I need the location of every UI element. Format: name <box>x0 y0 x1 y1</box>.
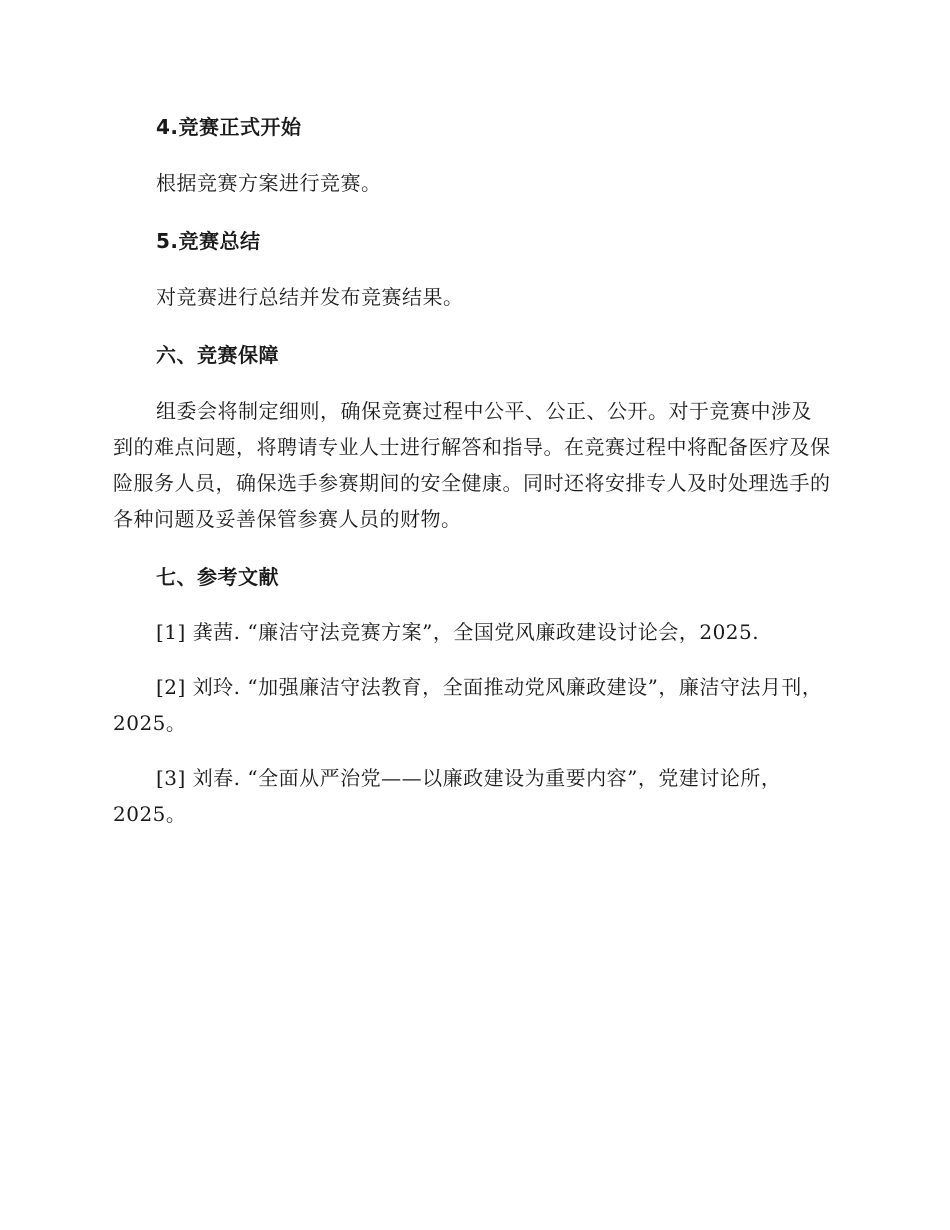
section-paragraph-6: 组委会将制定细则，确保竞赛过程中公平、公正、公开。对于竞赛中涉及到的难点问题，将聘请专业人士进行解答和指导。在竞赛过程中将配备医疗及保险服务人员，确保选手参赛期间的安全健康。同时还将安排专人及时处理选手的各种问题及妥善保管参赛人员的财物。 <box>113 399 831 531</box>
section-heading-5: 5.竞赛总结 <box>156 229 261 253</box>
section-heading-7: 七、参考文献 <box>156 565 279 589</box>
section-heading-4: 4.竞赛正式开始 <box>156 115 302 139</box>
section-paragraph-5: 对竞赛进行总结并发布竞赛结果。 <box>156 285 464 309</box>
document-body <box>113 109 831 832</box>
reference-item-1: [1] 龚茜. “廉洁守法竞赛方案”，全国党风廉政建设讨论会，2025. <box>156 620 760 644</box>
reference-item-2: [2] 刘玲. “加强廉洁守法教育，全面推动党风廉政建设”，廉洁守法月刊，2025。 <box>113 675 823 735</box>
section-paragraph-4: 根据竞赛方案进行竞赛。 <box>156 171 382 195</box>
section-heading-6: 六、竞赛保障 <box>156 343 279 367</box>
reference-item-3: [3] 刘春. “全面从严治党——以廉政建设为重要内容”，党建讨论所，2025。 <box>113 766 782 826</box>
